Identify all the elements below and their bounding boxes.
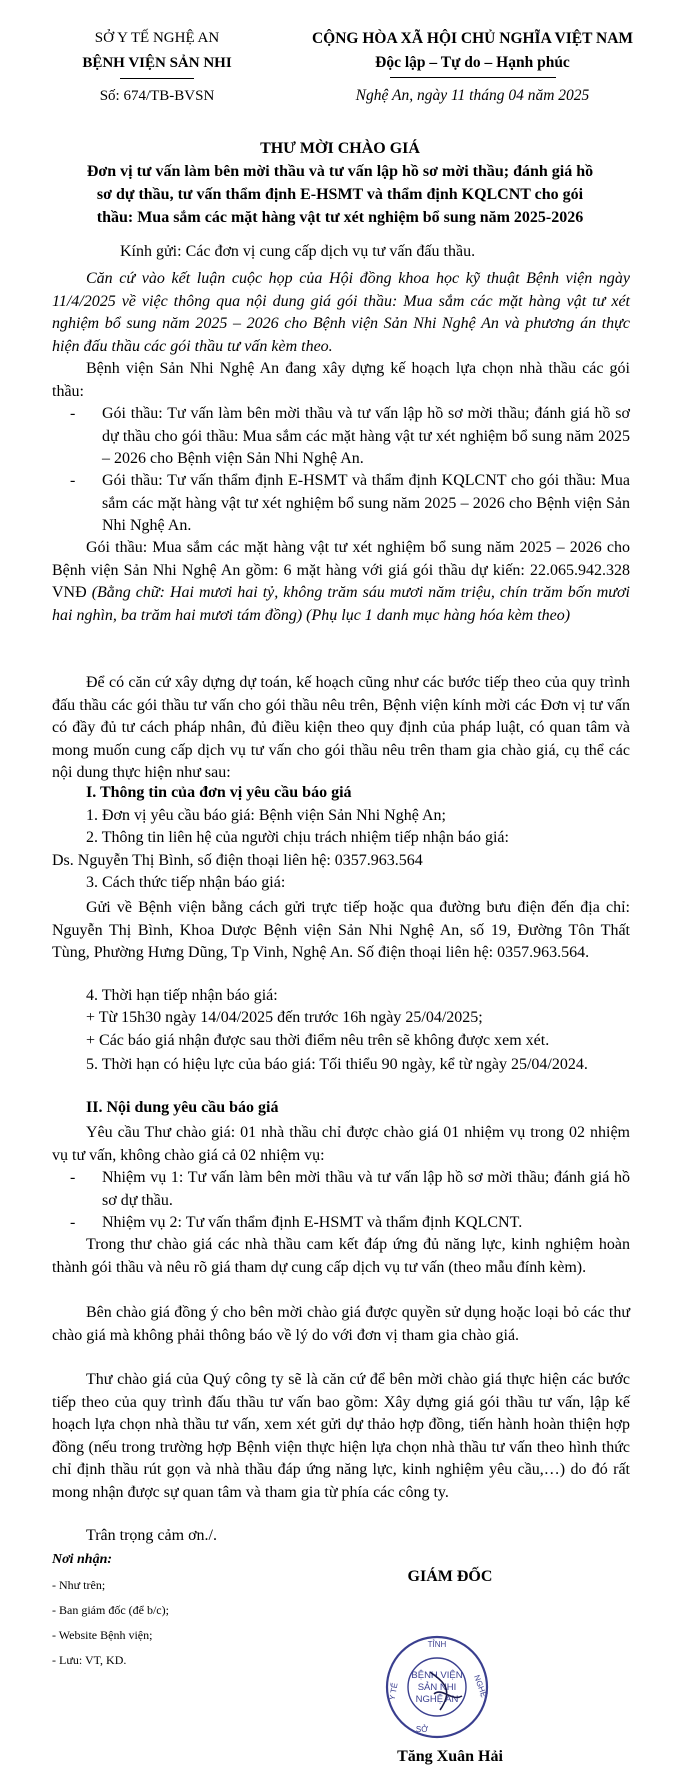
- bullet-package-2-text: Gói thầu: Tư vấn thẩm định E-HSMT và thẩm định KQLCNT cho gói thầu: Mua sắm các mặt hàng vật tư xét nghiệm bổ sung năm 2025 – 2026 cho Bệnh viện Sản Nhi Nghệ An.: [102, 472, 630, 534]
- s1-item-4: 4. Thời hạn tiếp nhận báo giá:: [86, 987, 278, 1004]
- para-basis: Căn cứ vào kết luận cuộc họp của Hội đồng khoa học kỹ thuật Bệnh viện ngày 11/4/2025 về việc thông qua nội dung giá gói thầu: Mua sắm các mặt hàng vật tư xét nghiệm bổ sung năm 2025 – 2026 cho Bệnh viện Sản Nhi Nghệ An và phương án thực hiện đấu thầu các gói thầu tư vấn kèm theo.: [52, 270, 630, 355]
- s1-item-2: 2. Thông tin liên hệ của người chịu trách nhiệm tiếp nhận báo giá:: [86, 829, 509, 846]
- recipients-title: Nơi nhận:: [52, 1552, 113, 1567]
- bullet-package-2: - Gói thầu: Tư vấn thẩm định E-HSMT và thẩm định KQLCNT cho gói thầu: Mua sắm các mặt hàng vật tư xét nghiệm bổ sung năm 2025 – 2026 cho Bệnh viện Sản Nhi Nghệ An.: [70, 470, 630, 538]
- para-package: [52, 537, 630, 627]
- s2-para-2: Bên chào giá đồng ý cho bên mời chào giá được quyền sử dụng hoặc loại bỏ các thư chào giá mà không phải thông báo về lý do với đơn vị tham gia chào giá.: [52, 1304, 630, 1344]
- s2-bullet-2-text: Nhiệm vụ 2: Tư vấn thẩm định E-HSMT và thẩm định KQLCNT.: [102, 1214, 523, 1231]
- recipient-item: - Website Bệnh viện;: [52, 1628, 153, 1642]
- bullet-package-1-text: Gói thầu: Tư vấn làm bên mời thầu và tư vấn lập hồ sơ mời thầu; đánh giá hồ sơ dự thầu cho gói thầu: Mua sắm các mặt hàng vật tư xét nghiệm bổ sung năm 2025 – 2026 cho Bệnh viện Sản Nhi Nghệ An.: [102, 405, 630, 467]
- place-date: Nghệ An, ngày 11 tháng 04 năm 2025: [355, 87, 590, 104]
- stamp-ring-left: Y TẾ: [387, 1682, 400, 1701]
- recipient-line: Kính gửi: Các đơn vị cung cấp dịch vụ tư vấn đấu thầu.: [120, 243, 476, 260]
- stamp-ring-right: NGHỆ: [472, 1673, 489, 1699]
- section-1-heading: I. Thông tin của đơn vị yêu cầu báo giá: [86, 784, 352, 801]
- title-subline-3: thầu: Mua sắm các mặt hàng vật tư xét nghiệm bổ sung năm 2025-2026: [96, 209, 584, 226]
- recipient-item: - Lưu: VT, KD.: [52, 1653, 127, 1667]
- signer-name: Tăng Xuân Hải: [397, 1748, 503, 1765]
- s1-item-4-a: + Từ 15h30 ngày 14/04/2025 đến trước 16h ngày 25/04/2025;: [86, 1009, 483, 1026]
- agency-name: SỞ Y TẾ NGHỆ AN: [94, 30, 220, 46]
- national-title: CỘNG HÒA XÃ HỘI CHỦ NGHĨA VIỆT NAM: [311, 30, 634, 47]
- stamp-center-line-3: NGHỆ AN: [415, 1694, 459, 1705]
- s1-item-4-b: + Các báo giá nhận được sau thời điểm nêu trên sẽ không được xem xét.: [86, 1032, 550, 1049]
- doc-number: Số: 674/TB-BVSN: [99, 88, 215, 104]
- section-2-heading: II. Nội dung yêu cầu báo giá: [86, 1099, 279, 1116]
- s2-bullet-1: - Nhiệm vụ 1: Tư vấn làm bên mời thầu và tư vấn lập hồ sơ mời thầu; đánh giá hồ sơ dự thầu.: [70, 1167, 630, 1212]
- stamp-ring-bottom: SỞ: [415, 1725, 429, 1734]
- s1-item-3-detail: Gửi về Bệnh viện bằng cách gửi trực tiếp hoặc qua đường bưu điện đến địa chỉ: Nguyễn Thị Bình, Khoa Dược Bệnh viện Sản Nhi Nghệ An, số 19, Đường Tôn Thất Tùng, Phường Hưng Dũng, Tp Vinh, Nghệ An. Số điện thoại liên hệ: 0357.963.564.: [52, 899, 630, 961]
- s1-item-1: 1. Đơn vị yêu cầu báo giá: Bệnh viện Sản Nhi Nghệ An;: [86, 807, 446, 824]
- page-title: THƯ MỜI CHÀO GIÁ: [260, 140, 420, 157]
- s2-bullet-2: - Nhiệm vụ 2: Tư vấn thẩm định E-HSMT và thẩm định KQLCNT.: [70, 1212, 630, 1235]
- s1-item-5: 5. Thời hạn có hiệu lực của báo giá: Tối thiểu 90 ngày, kể từ ngày 25/04/2024.: [86, 1056, 588, 1073]
- header-left-underline: [120, 78, 194, 79]
- signer-title: GIÁM ĐỐC: [407, 1568, 493, 1585]
- s2-para-3: Thư chào giá của Quý công ty sẽ là căn cứ để bên mời chào giá thực hiện các bước tiếp theo của quy trình đấu thầu tư vấn bao gồm: Xây dựng giá gói thầu tư vấn, lập kế hoạch lựa chọn nhà thầu tư vấn, xem xét gửi dự thảo hợp đồng, tiến hành hoàn thiện hợp đồng (nếu trong trường hợp Bệnh viện thực hiện lựa chọn nhà thầu tư vấn theo hình thức chỉ định thầu rút gọn và nhà thầu đáp ứng năng lực, kinh nghiệm yêu cầu,…) do đó rất mong nhận được sự quan tâm và tham gia từ phía các công ty.: [52, 1371, 630, 1501]
- s1-item-3: 3. Cách thức tiếp nhận báo giá:: [86, 874, 286, 891]
- bullet-package-1: - Gói thầu: Tư vấn làm bên mời thầu và tư vấn lập hồ sơ mời thầu; đánh giá hồ sơ dự thầu cho gói thầu: Mua sắm các mặt hàng vật tư xét nghiệm bổ sung năm 2025 – 2026 cho Bệnh viện Sản Nhi Nghệ An.: [70, 403, 630, 471]
- para-package-amount-words: (Bằng chữ: Hai mươi hai tỷ, không trăm sáu mươi năm triệu, chín trăm bốn mươi hai nghìn, ba trăm hai mươi tám đồng) (Phụ lục 1 danh mục hàng hóa kèm theo): [52, 584, 630, 624]
- stamp-center-line-1: BỆNH VIỆN: [411, 1670, 463, 1681]
- s2-intro: Yêu cầu Thư chào giá: 01 nhà thầu chỉ được chào giá 01 nhiệm vụ trong 02 nhiệm vụ tư vấn, không chào giá cả 02 nhiệm vụ:: [52, 1124, 630, 1164]
- para-plan: Bệnh viện Sản Nhi Nghệ An đang xây dựng kế hoạch lựa chọn nhà thầu các gói thầu:: [52, 360, 630, 400]
- s1-item-2-detail: Ds. Nguyễn Thị Bình, số điện thoại liên hệ: 0357.963.564: [52, 852, 423, 869]
- recipient-item: - Ban giám đốc (để b/c);: [52, 1603, 169, 1617]
- official-stamp: [382, 1632, 492, 1742]
- header-right-underline: [390, 77, 556, 78]
- title-subline-2: sơ dự thầu, tư vấn thẩm định E-HSMT và thẩm định KQLCNT cho gói: [96, 186, 584, 203]
- recipient-item: - Như trên;: [52, 1578, 106, 1592]
- para-package-text: Gói thầu: Mua sắm các mặt hàng vật tư xét nghiệm bổ sung năm 2025 – 2026 cho Bệnh viện Sản Nhi Nghệ An gồm: 6 mặt hàng với giá gói thầu dự kiến: 22.065.942.328 VNĐ: [52, 539, 630, 601]
- s2-para-1: Trong thư chào giá các nhà thầu cam kết đáp ứng đủ năng lực, kinh nghiệm hoàn thành gói thầu và nêu rõ giá tham dự cung cấp dịch vụ tư vấn (theo mẫu đính kèm).: [52, 1236, 630, 1276]
- stamp-ring-top: TỈNH: [427, 1640, 447, 1649]
- national-motto: Độc lập – Tự do – Hạnh phúc: [375, 54, 570, 71]
- para-invite: Để có căn cứ xây dựng dự toán, kế hoạch cũng như các bước tiếp theo của quy trình đấu thầu các gói thầu tư vấn cho gói thầu nêu trên, Bệnh viện kính mời các Đơn vị tư vấn có đầy đủ tư cách pháp nhân, đủ điều kiện theo quy định của pháp luật, có quan tâm và mong muốn cung cấp dịch vụ tư vấn cho gói thầu nêu trên tham gia chào giá, cụ thể các nội dung thực hiện như sau:: [52, 674, 630, 781]
- closing-line: Trân trọng cảm ơn./.: [86, 1527, 217, 1544]
- stamp-center-line-2: SẢN NHI: [417, 1682, 457, 1693]
- s2-bullet-1-text: Nhiệm vụ 1: Tư vấn làm bên mời thầu và tư vấn lập hồ sơ mời thầu; đánh giá hồ sơ dự thầu.: [102, 1169, 630, 1209]
- hospital-name: BỆNH VIỆN SẢN NHI: [82, 55, 232, 71]
- title-subline-1: Đơn vị tư vấn làm bên mời thầu và tư vấn lập hồ sơ mời thầu; đánh giá hồ: [86, 163, 594, 180]
